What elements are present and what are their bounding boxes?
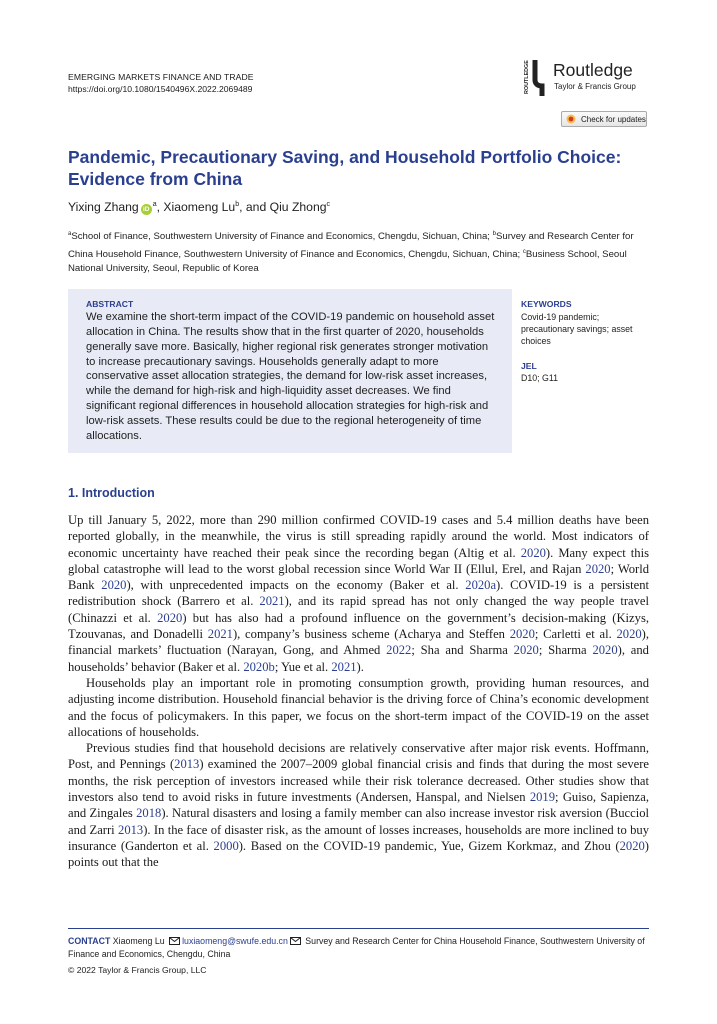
paragraph-text: ). COVID-19 is a persistent redistribution shock (Barrero et al.	[68, 578, 650, 609]
affiliation-a-marker: a	[68, 231, 72, 237]
journal-name: EMERGING MARKETS FINANCE AND TRADE	[68, 72, 254, 82]
check-for-updates-icon	[566, 114, 576, 124]
affiliation-c: Business School, Seoul National University, Seoul, Republic of Korea	[68, 248, 627, 275]
envelope-icon	[290, 937, 301, 945]
contact-name: Xiaomeng Lu	[110, 936, 168, 946]
paragraph-3	[68, 740, 649, 870]
paragraph-text: Previous studies find that household decisions are relatively conservative after major risk events. Hoffmann, Post, and Pennings (	[68, 741, 649, 772]
citation-link[interactable]: 2013	[118, 822, 144, 837]
citation-link[interactable]: 2021	[207, 627, 233, 642]
paragraph-text: ), financial markets’ fluctuation (Narayan, Gong, and Ahmed	[68, 627, 649, 658]
abstract-text: We examine the short-term impact of the COVID-19 pandemic on household asset allocation in China. The results show that in the first quarter of 2020, households generally save more. Basically, higher regional risk generates stronger motivation to increase precautionary savings. Households generally adapt to more conservative asset allocation strategies, the demand for low-risk asset increases, while the demand for high-risk and high-liquidity asset decreases. We find significant regional differences in household allocation strategies for high-risk and low-risk assets. These results could be due to the regional heterogeneity of time allocations.	[86, 311, 495, 442]
envelope-icon	[169, 937, 180, 945]
author-1[interactable]: Yixing Zhang	[68, 200, 139, 214]
body-text	[68, 512, 649, 871]
author-2-affiliation: b	[235, 200, 240, 208]
paragraph-text: ). In the face of disaster risk, as the amount of losses increases, households are more inclined to buy insurance (Ganderton et al.	[68, 822, 649, 853]
paragraph-text: ) but has also had a profound influence on the government’s decision-making (Kizys, Tzouvanas, and Donadelli	[68, 610, 649, 642]
paragraph-text: ), and its rapid spread has not only changed the way people travel (Chinazzi et al.	[68, 594, 649, 625]
paragraph-text: ), and households’ behavior (Baker et al.	[68, 643, 649, 674]
citation-link[interactable]: 2020b	[243, 659, 275, 674]
author-1-affiliation: a	[152, 200, 157, 208]
citation-link[interactable]: 2000	[213, 838, 239, 853]
doi-line	[68, 84, 252, 94]
author-list	[68, 200, 330, 215]
paragraph-text: ), company’s business scheme (Acharya and Steffen	[232, 627, 510, 642]
contact-label: CONTACT	[68, 936, 111, 946]
paragraph-text: ) examined the 2007–2009 global financial crisis and finds that during the most severe months, the risk perception of investors increased while their risk tolerance decreased. Other studies show that investors also tend to avoid risks in future investments (Andersen, Hanspal, and Nielsen	[68, 757, 649, 805]
article-title	[68, 146, 658, 190]
paragraph-text: ). Based on the COVID-19 pandemic, Yue, Gizem Korkmaz, and Zhou (	[238, 838, 620, 853]
citation-link[interactable]: 2018	[136, 806, 162, 821]
citation-link[interactable]: 2013	[174, 757, 200, 772]
abstract-heading: ABSTRACT	[86, 299, 134, 309]
citation-link[interactable]: 2022	[386, 643, 412, 658]
paragraph-text: ; Guiso, Sapienza, and Zingales	[68, 790, 649, 821]
author-separator-1: ,	[156, 200, 164, 214]
copyright: © 2022 Taylor & Francis Group, LLC	[68, 965, 207, 975]
paragraph-text: ) points out that the	[68, 838, 649, 870]
citation-link[interactable]: 2020	[619, 838, 645, 853]
author-3[interactable]: Qiu Zhong	[269, 200, 327, 214]
citation-link[interactable]: 2021	[331, 659, 357, 674]
contact-email-link[interactable]: luxiaomeng@swufe.edu.cn	[182, 936, 288, 946]
paragraph-text: ; Sharma	[538, 643, 593, 658]
paragraph-text: ; Yue et al.	[274, 659, 332, 674]
paragraph-text: ; Sha and Sharma	[411, 643, 514, 658]
doi-link[interactable]: https://doi.org/10.1080/1540496X.2022.2069489	[68, 84, 253, 94]
publisher-name: Routledge	[553, 60, 633, 80]
contact-address: Survey and Research Center for China Household Finance, Southwestern University of Finance and Economics, Chengdu, China	[68, 936, 645, 959]
citation-link[interactable]: 2020a	[465, 578, 497, 593]
check-for-updates-label: Check for updates	[581, 114, 646, 124]
citation-link[interactable]: 2020	[616, 627, 642, 642]
citation-link[interactable]: 2020	[592, 643, 618, 658]
paragraph-text: Up till January 5, 2022, more than 290 million confirmed COVID-19 cases and 5.4 million deaths have been reported globally, in the meanwhile, the virus is still spreading rapidly around the world. Most indicators of economic uncertainty have reached their peak since the recording began (Altig et al.	[68, 513, 649, 560]
orcid-icon[interactable]: iD	[141, 204, 152, 215]
jel-heading: JEL	[521, 361, 537, 371]
title-line-1: Pandemic, Precautionary Saving, and Household Portfolio Choice:	[68, 147, 622, 167]
paragraph-text: ). Natural disasters and losing a family member can also increase investor risk aversion (Bucciol and Zarri	[68, 806, 649, 837]
check-for-updates-button[interactable]	[561, 111, 647, 127]
affiliation-c-marker: c	[522, 248, 526, 255]
paragraph-text: ), with unprecedented impacts on the economy (Baker et al.	[126, 578, 466, 593]
title-line-2: Evidence from China	[68, 169, 243, 189]
paragraph-text: ; Carletti et al.	[534, 627, 617, 642]
paragraph-2: Households play an important role in promoting consumption growth, providing human resources, and adjusting income distribution. Household financial behavior is the driving force of China’s economic development and the focus of policymakers. In this paper, we focus on the short-term impact of the COVID-19 on the asset allocations of households.	[68, 675, 649, 739]
author-3-affiliation: c	[326, 200, 331, 208]
citation-link[interactable]: 2020	[101, 578, 127, 593]
citation-link[interactable]: 2020	[585, 561, 611, 576]
paragraph-text: ). Many expect this global catastrophe will lead to the worst global recession since World War II (Ellul, Erel, and Rajan	[68, 545, 649, 576]
keywords-text: Covid-19 pandemic; precautionary savings; asset choices	[521, 312, 633, 347]
citation-link[interactable]: 2019	[529, 790, 556, 805]
section-heading: 1. Introduction	[68, 486, 155, 500]
paragraph-text: ).	[356, 659, 364, 674]
citation-link[interactable]: 2020	[157, 610, 183, 625]
footer-rule	[68, 928, 649, 929]
publisher-logo[interactable]	[522, 58, 652, 98]
citation-link[interactable]: 2020	[509, 627, 535, 642]
author-2[interactable]: Xiaomeng Lu	[163, 200, 236, 214]
author-separator-2: , and	[239, 200, 270, 214]
citation-link[interactable]: 2020	[520, 545, 546, 560]
jel-text: D10; G11	[521, 373, 558, 383]
affiliation-a: School of Finance, Southwestern University of Finance and Economics, Chengdu, Sichuan, China;	[71, 231, 493, 243]
contact-note	[68, 935, 649, 961]
affiliations	[68, 227, 650, 277]
publisher-side-text: ROUTLEDGE	[524, 60, 530, 94]
citation-link[interactable]: 2020	[513, 643, 539, 658]
keywords-heading: KEYWORDS	[521, 299, 572, 309]
affiliation-b-marker: b	[492, 231, 496, 237]
publisher-sub: Taylor & Francis Group	[554, 82, 636, 91]
routledge-logo-icon	[522, 58, 550, 98]
paragraph-1	[68, 512, 649, 675]
affiliation-b: Survey and Research Center for China Household Finance, Southwestern University of Finance and Economics, Chengdu, Sichuan, China;	[68, 231, 634, 260]
paragraph-text: ; World Bank	[68, 561, 649, 593]
citation-link[interactable]: 2021	[259, 594, 285, 609]
